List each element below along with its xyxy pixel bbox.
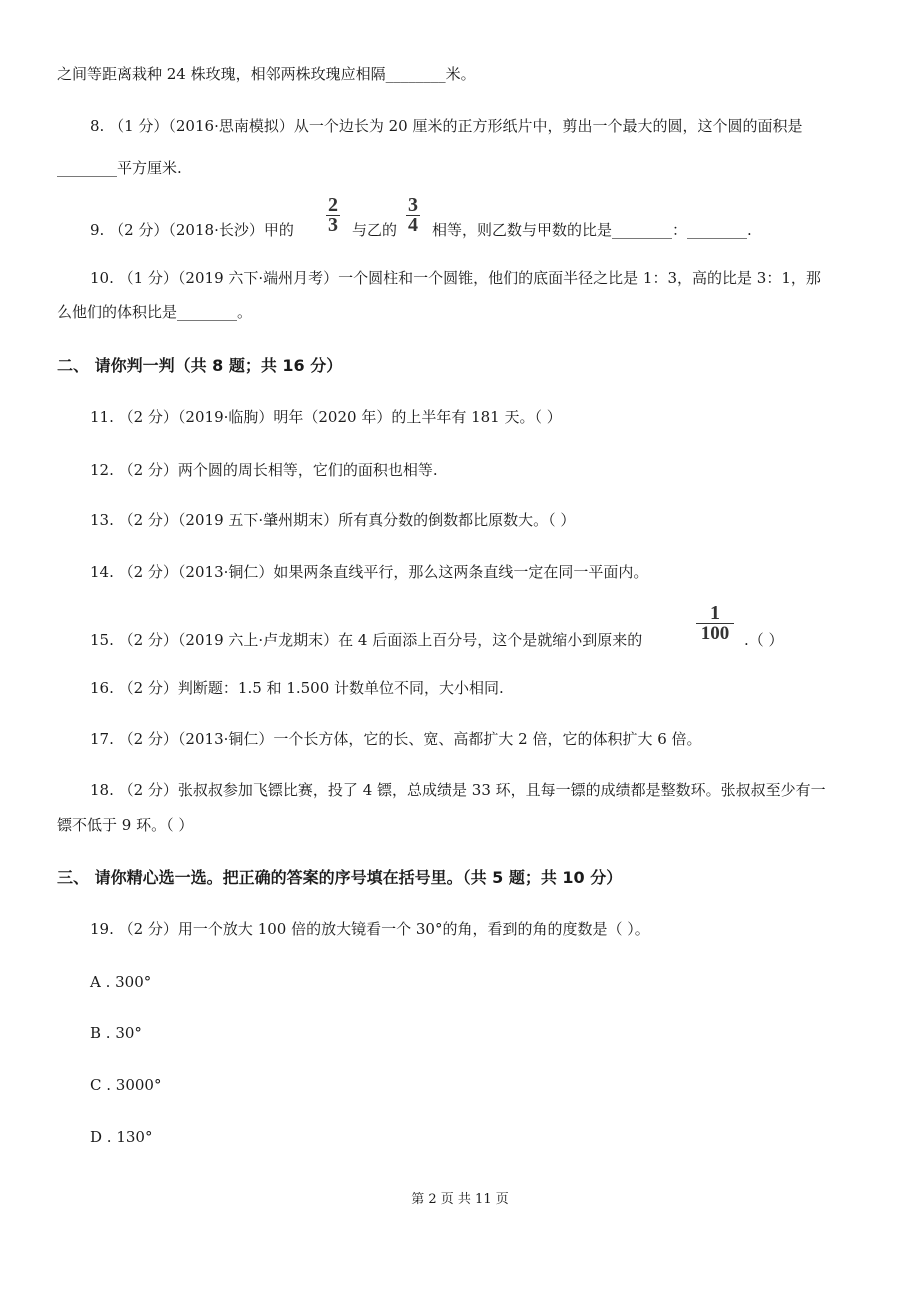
- question-8-line-2: ________平方厘米.: [57, 159, 182, 177]
- option-d: D . 130°: [90, 1128, 153, 1146]
- page-footer: 第 2 页 共 11 页: [411, 1192, 509, 1207]
- question-16: 16. （2 分）判断题：1.5 和 1.500 计数单位不同，大小相同.: [90, 679, 504, 697]
- question-14: 14. （2 分）（2013·铜仁）如果两条直线平行，那么这两条直线一定在同一平面内。: [90, 563, 649, 581]
- fraction-denominator: 4: [408, 214, 418, 236]
- fraction-numerator: 1: [710, 602, 720, 624]
- question-18-line-1: 18. （2 分）张叔叔参加飞镖比赛，投了 4 镖，总成绩是 33 环，且每一镖的成绩都是整数环。张叔叔至少有一: [90, 781, 826, 799]
- question-7-continuation: 之间等距离栽种 24 株玫瑰，相邻两株玫瑰应相隔________米。: [57, 65, 476, 83]
- question-11: 11. （2 分）（2019·临朐）明年（2020 年）的上半年有 181 天。（ ）: [90, 408, 562, 426]
- fraction-three-quarters: [404, 196, 422, 235]
- question-12: 12. （2 分）两个圆的周长相等，它们的面积也相等.: [90, 461, 438, 479]
- fraction-two-thirds: [324, 196, 342, 235]
- question-15-stem-start: 15. （2 分）（2019 六上·卢龙期末）在 4 后面添上百分号，这个是就缩小到原来的: [90, 631, 643, 649]
- question-19-stem: 19. （2 分）用一个放大 100 倍的放大镜看一个 30°的角，看到的角的度数是（ ）。: [90, 920, 650, 938]
- question-9-stem-end: 相等，则乙数与甲数的比是________：________.: [432, 221, 752, 239]
- question-17: 17. （2 分）（2013·铜仁）一个长方体，它的长、宽、高都扩大 2 倍，它的体积扩大 6 倍。: [90, 730, 702, 748]
- fraction-one-hundredth: [694, 604, 736, 643]
- question-10-line-1: 10. （1 分）（2019 六下·端州月考）一个圆柱和一个圆锥，他们的底面半径之比是 1：3，高的比是 3：1，那: [90, 269, 821, 287]
- section-3-heading: 三、 请你精心选一选。把正确的答案的序号填在括号里。（共 5 题；共 10 分）: [57, 868, 623, 887]
- question-8-line-1: 8. （1 分）（2016·思南模拟）从一个边长为 20 厘米的正方形纸片中，剪出一个最大的圆，这个圆的面积是: [90, 117, 803, 135]
- question-9-stem-start: 9. （2 分）（2018·长沙）甲的: [90, 221, 294, 239]
- fraction-numerator: 2: [328, 194, 338, 216]
- section-2-heading: 二、 请你判一判（共 8 题；共 16 分）: [57, 356, 343, 375]
- option-b: B . 30°: [90, 1024, 142, 1042]
- fraction-numerator: 3: [408, 194, 418, 216]
- question-13: 13. （2 分）（2019 五下·肇州期末）所有真分数的倒数都比原数大。（ ）: [90, 511, 576, 529]
- question-15-stem-end: .（ ）: [744, 631, 784, 649]
- fraction-denominator: 3: [328, 214, 338, 236]
- question-18-line-2: 镖不低于 9 环。（ ）: [57, 816, 194, 834]
- question-9-stem-mid: 与乙的: [352, 221, 398, 239]
- question-10-line-2: 么他们的体积比是________。: [57, 303, 253, 321]
- option-a: A . 300°: [90, 973, 152, 991]
- option-c: C . 3000°: [90, 1076, 162, 1094]
- fraction-denominator: 100: [700, 623, 730, 644]
